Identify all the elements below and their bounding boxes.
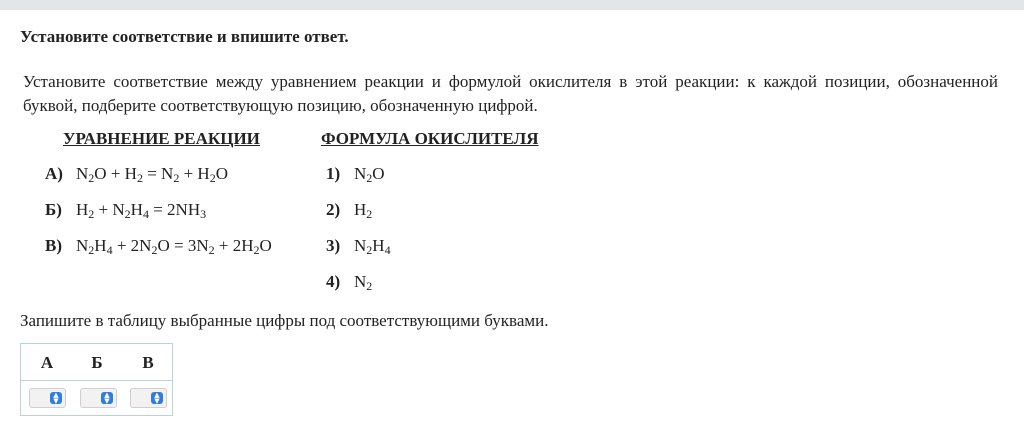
answer-instruction: Запишите в таблицу выбранные цифры под соответствующими буквами. bbox=[20, 311, 549, 330]
answer-header-row bbox=[21, 344, 172, 381]
reactions-column-header: УРАВНЕНИЕ РЕАКЦИИ bbox=[63, 129, 260, 148]
reaction-letter: А) bbox=[45, 164, 63, 183]
oxidizer-number: 1) bbox=[326, 164, 341, 183]
task-heading: Установите соответствие и впишите ответ. bbox=[20, 27, 349, 46]
reaction-letter: В) bbox=[45, 236, 62, 255]
oxidizer-number: 2) bbox=[326, 200, 341, 219]
oxidizer-formula: $H_2$ bbox=[354, 200, 373, 221]
answer-select-a[interactable] bbox=[29, 388, 66, 408]
oxidizer-number: 4) bbox=[326, 272, 341, 291]
task-intro: Установите соответствие между уравнением реакции и формулой окислителя в этой реакции: к каждой позиции, обозначенной буквой, подберите соответствующую позицию, обозначенную цифрой. bbox=[23, 72, 998, 115]
answer-header-b: Б bbox=[91, 353, 103, 372]
oxidizer-formula: $N_2O$ bbox=[354, 164, 385, 185]
answer-table bbox=[20, 343, 173, 416]
select-updown-arrows-icon: ▲ ▼ bbox=[50, 392, 62, 404]
oxidizer-number: 3) bbox=[326, 236, 341, 255]
answer-header-v: В bbox=[142, 353, 154, 372]
oxidizer-formula: $N_2H_4$ bbox=[354, 236, 391, 257]
select-updown-arrows-icon: ▲ ▼ bbox=[151, 392, 163, 404]
reaction-equation: $N_2O + H_2 = N_2 + H_2O$ bbox=[76, 164, 228, 185]
select-updown-arrows-icon: ▲ ▼ bbox=[101, 392, 113, 404]
answer-select-b[interactable] bbox=[80, 388, 117, 408]
top-bar bbox=[0, 0, 1024, 10]
oxidizer-formula: $N_2$ bbox=[354, 272, 373, 293]
answer-select-v[interactable] bbox=[130, 388, 167, 408]
reaction-letter: Б) bbox=[45, 200, 62, 219]
answer-header-a: А bbox=[40, 353, 54, 372]
oxidizers-column-header: ФОРМУЛА ОКИСЛИТЕЛЯ bbox=[321, 129, 539, 148]
reaction-equation: $H_2 + N_2H_4 = 2NH_3$ bbox=[76, 200, 207, 221]
reaction-equation: $N_2H_4 + 2N_2O = 3N_2 + 2H_2O$ bbox=[76, 236, 272, 257]
